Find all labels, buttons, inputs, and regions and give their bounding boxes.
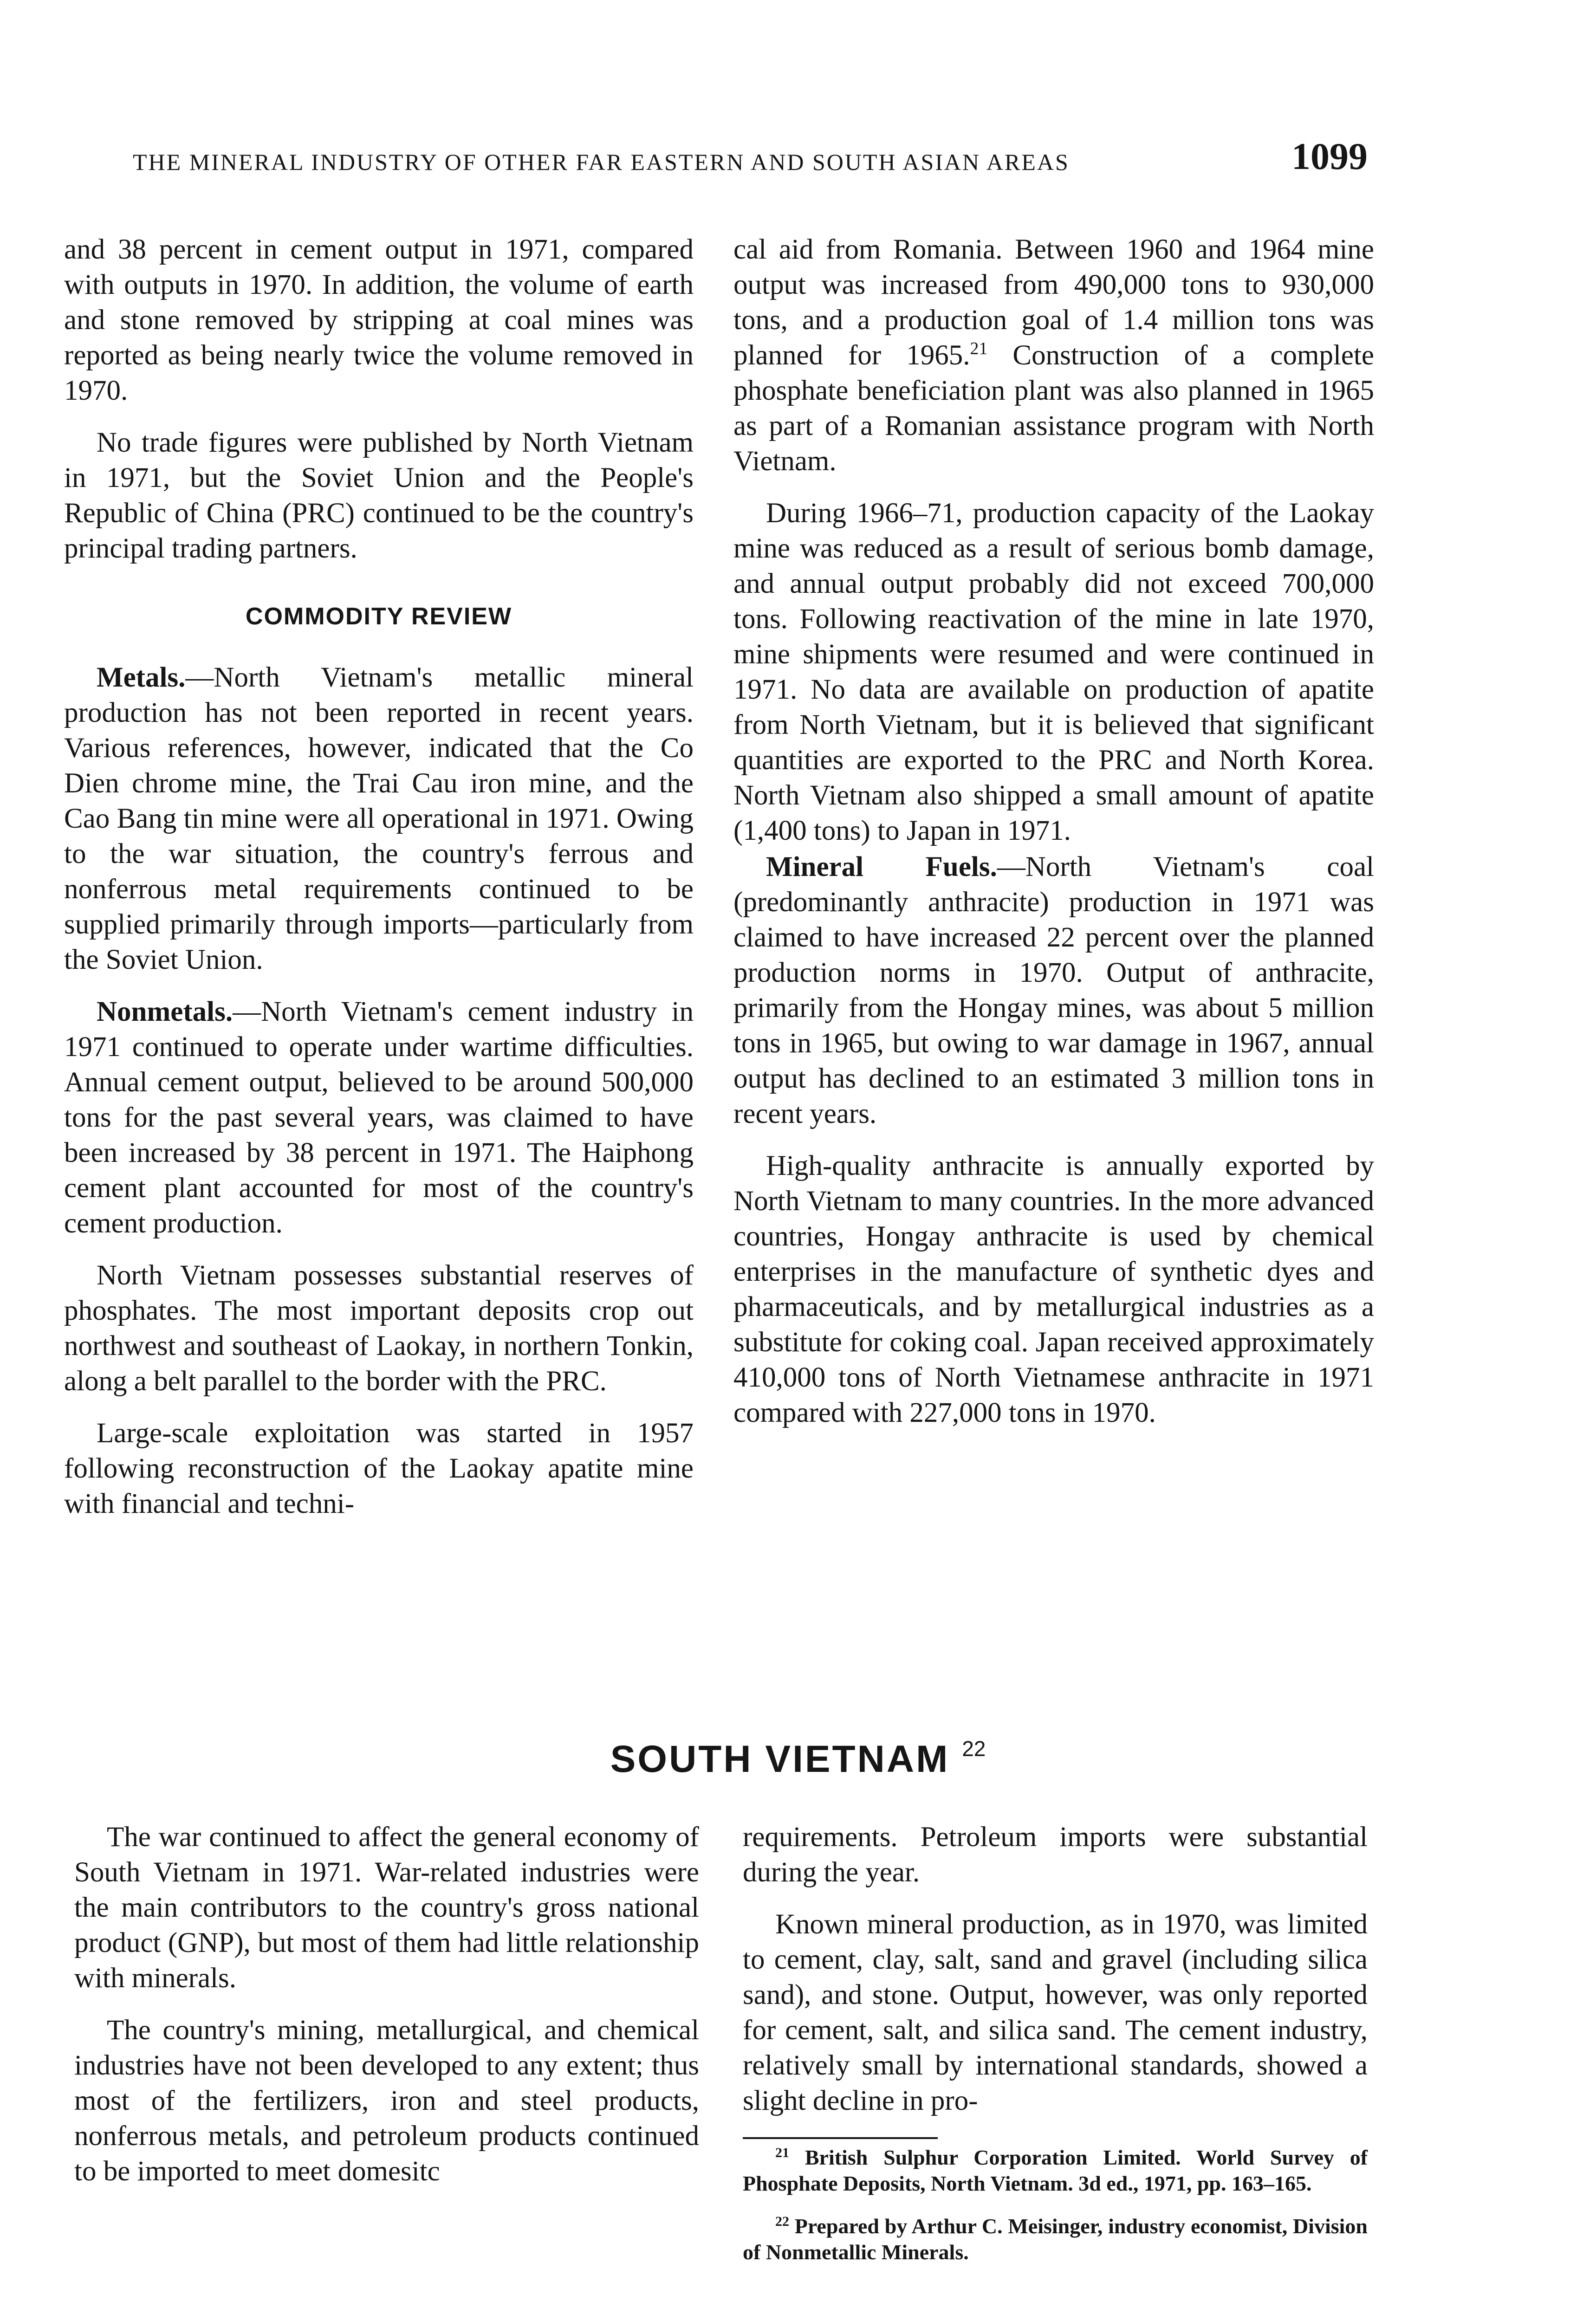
right-column-top	[733, 232, 1374, 1431]
commodity-review-heading: COMMODITY REVIEW	[245, 603, 513, 630]
text: cal aid from Romania. Between 1960 and 1964 mine output was increased from 490,000 tons to 930,000 tons, and a production goal of 1.4 million tons was planned for 1965.	[733, 234, 1374, 371]
paragraph: Large-scale exploitation was started in 1957 following reconstruction of the Laokay apatite mine with financial and techni-	[64, 1418, 694, 1519]
footnote-text: Prepared by Arthur C. Meisinger, industry economist, Division of Nonmetallic Minerals.	[743, 2214, 1368, 2264]
paragraph: During 1966–71, production capacity of the Laokay mine was reduced as a result of serious bomb damage, and annual output probably did not exceed 700,000 tons. Following reactivation of the mine in late 1970, mine shipments were resumed and were continued in 1971. No data are available on production of apatite from North Vietnam, but it is believed that significant quantities are exported to the PRC and North Korea. North Vietnam also shipped a small amount of apatite (1,400 tons) to Japan in 1971.	[733, 498, 1374, 846]
paragraph: The war continued to affect the general economy of South Vietnam in 1971. War-related industries were the main contributors to the country's gross national product (GNP), but most of them had little relationship with minerals.	[74, 1822, 699, 1994]
paragraph: and 38 percent in cement output in 1971, compared with outputs in 1970. In addition, the volume of earth and stone removed by stripping at coal mines was reported as being nearly twice the volume removed in 1970.	[64, 234, 694, 406]
paragraph: High-quality anthracite is annually exported by North Vietnam to many countries. In the more advanced countries, Hongay anthracite is used by chemical enterprises in the manufacture of synthetic dyes and pharmaceuticals, and by metallurgical industries as a substitute for coking coal. Japan received approximately 410,000 tons of North Vietnamese anthracite in 1971 compared with 227,000 tons in 1970.	[733, 1150, 1374, 1428]
mineral-fuels-runin-head: Mineral Fuels.	[766, 851, 997, 882]
page-number: 1099	[1291, 135, 1368, 177]
metals-text: —North Vietnam's metallic mineral production has not been reported in recent years. Various references, however, indicated that the Co Dien chrome mine, the Trai Cau iron mine, and the Cao Bang tin mine were all operational in 1971. Owing to the war situation, the country's ferrous and nonferrous metal requirements continued to be supplied primarily through imports—particularly from the Soviet Union.	[64, 662, 694, 975]
running-header	[133, 135, 1368, 186]
left-column-bottom	[74, 1820, 699, 2189]
section-footnote-ref: 22	[962, 1737, 986, 1761]
paragraph: The country's mining, metallurgical, and chemical industries have not been developed to any extent; thus most of the fertilizers, iron and steel products, nonferrous metals, and petroleum products continued to be imported to meet domesitc	[74, 2015, 699, 2187]
footnote-number: 22	[775, 2214, 789, 2229]
nonmetals-text: —North Vietnam's cement industry in 1971 continued to operate under wartime difficulties. Annual cement output, believed to be around 500,000 tons for the past several years, was claimed to have been increased by 38 percent in 1971. The Haiphong cement plant accounted for most of the country's cement production.	[64, 996, 694, 1239]
mineral-fuels-text: —North Vietnam's coal (predominantly anthracite) production in 1971 was claimed to have increased 22 percent over the planned production norms in 1970. Output of anthracite, primarily from the Hongay mines, was about 5 million tons in 1965, but owing to war damage in 1967, annual output has declined to an estimated 3 million tons in recent years.	[733, 851, 1374, 1129]
footnote	[743, 2213, 1368, 2265]
right-column-bottom	[743, 1820, 1368, 2265]
metals-paragraph	[64, 660, 694, 978]
footnote	[743, 2145, 1368, 2197]
mineral-fuels-paragraph	[733, 849, 1374, 1132]
nonmetals-paragraph	[64, 994, 694, 1241]
paragraph	[733, 232, 1374, 479]
header-title: THE MINERAL INDUSTRY OF OTHER FAR EASTERN AND SOUTH ASIAN AREAS	[133, 149, 1070, 175]
section-title	[0, 1736, 1596, 1781]
paragraph: No trade figures were published by North Vietnam in 1971, but the Soviet Union and the People's Republic of China (PRC) continued to be the country's principal trading partners.	[64, 427, 694, 564]
left-column-top	[64, 232, 694, 1522]
section-title-text: SOUTH VIETNAM	[610, 1738, 950, 1780]
paragraph: Known mineral production, as in 1970, was limited to cement, clay, salt, sand and gravel (including silica sand), and stone. Output, however, was only reported for cement, salt, and silica sand. The cement industry, relatively small by international standards, showed a slight decline in pro-	[743, 1909, 1368, 2116]
footnote-number: 21	[775, 2145, 789, 2160]
paragraph: North Vietnam possesses substantial reserves of phosphates. The most important deposits crop out northwest and southeast of Laokay, in northern Tonkin, along a belt parallel to the border with the PRC.	[64, 1260, 694, 1397]
footnote-text: British Sulphur Corporation Limited. World Survey of Phosphate Deposits, North Vietnam. 3d ed., 1971, pp. 163–165.	[743, 2146, 1368, 2195]
nonmetals-runin-head: Nonmetals.	[97, 996, 233, 1027]
metals-runin-head: Metals.	[97, 662, 186, 693]
paragraph: requirements. Petroleum imports were substantial during the year.	[743, 1822, 1368, 1888]
footnote-ref: 21	[970, 339, 988, 358]
text: Construction of a complete phosphate beneficiation plant was also planned in 1965 as part of a Romanian assistance program with North Vietnam.	[733, 340, 1374, 477]
footnote-divider	[743, 2137, 938, 2139]
